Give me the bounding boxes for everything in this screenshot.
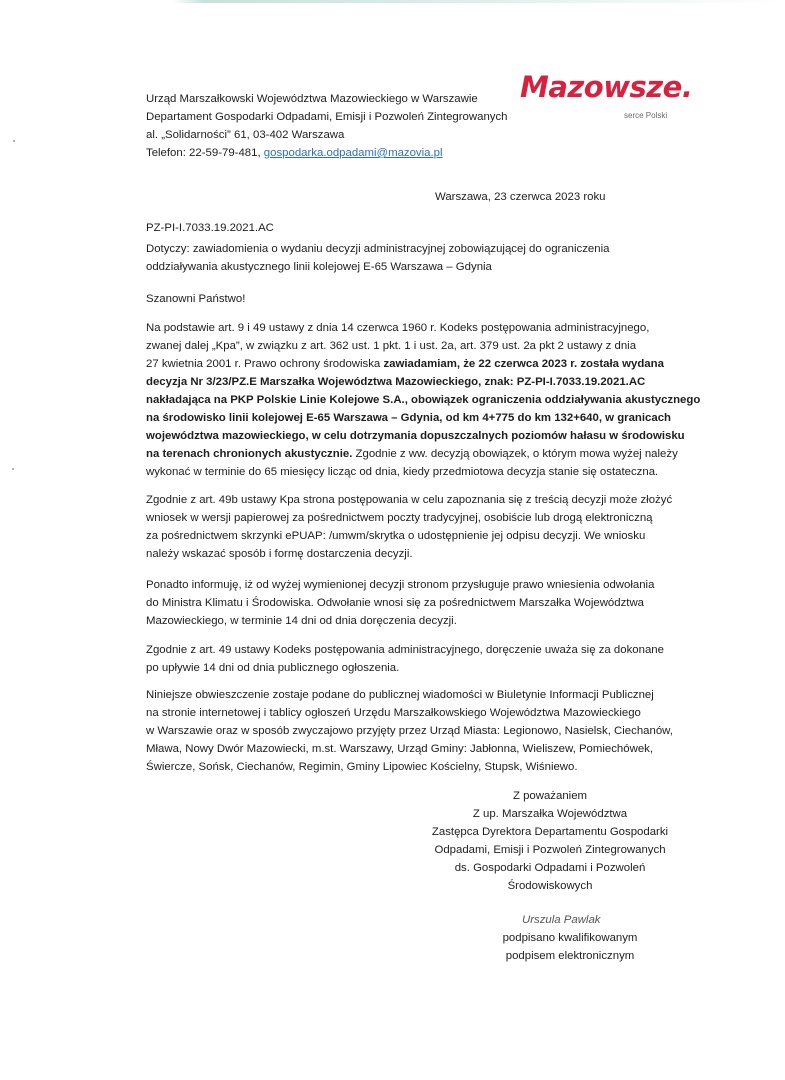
- closing-block: [420, 787, 680, 895]
- paragraph-line: w Warszawie oraz w sposób zwyczajowo przyjęty przez Urząd Miasta: Legionowo, Nasielsk, Ciechanów,: [146, 725, 673, 737]
- sender-address: [146, 90, 536, 162]
- paragraph-publication: [146, 686, 691, 776]
- paragraph-line: nakładająca na PKP Polskie Linie Kolejowe S.A., obowiązek ograniczenia oddziaływania akustycznego: [146, 394, 701, 406]
- paragraph-access: [146, 491, 691, 563]
- paragraph-appeal: [146, 576, 691, 630]
- sender-department: Departament Gospodarki Odpadami, Emisji i Pozwoleń Zintegrowanych: [146, 111, 508, 123]
- paragraph-line: Zgodnie z art. 49 ustawy Kodeks postępowania administracyjnego, doręczenie uważa się za dokonane: [146, 644, 664, 656]
- closing-line: Odpadami, Emisji i Pozwoleń Zintegrowanych: [434, 844, 666, 856]
- mazowsze-logo: [520, 70, 693, 128]
- paragraph-line: wniosek w wersji papierowej za pośrednictwem poczty tradycyjnej, osobiście lub drogą elektroniczną: [146, 512, 653, 524]
- paragraph-line: Mazowieckiego, w terminie 14 dni od dnia doręczenia decyzji.: [146, 615, 457, 627]
- subject-line: oddziaływania akustycznego linii kolejowej E-65 Warszawa – Gdynia: [146, 261, 492, 273]
- paragraph-line: Zgodnie z art. 49b ustawy Kpa strona postępowania w celu zapoznania się z treścią decyzji może złożyć: [146, 494, 673, 506]
- paragraph-line: po upływie 14 dni od dnia publicznego ogłoszenia.: [146, 662, 400, 674]
- paragraph-line: Na podstawie art. 9 i 49 ustawy z dnia 14 czerwca 1960 r. Kodeks postępowania administracyjnego,: [146, 322, 650, 334]
- signature-note: [440, 929, 700, 965]
- scan-speck: [13, 140, 15, 142]
- sender-office: Urząd Marszałkowski Województwa Mazowieckiego w Warszawie: [146, 93, 478, 105]
- case-reference: PZ-PI-I.7033.19.2021.AC: [146, 222, 274, 234]
- sender-phone: Telefon: 22-59-79-481,: [146, 147, 264, 159]
- paragraph-line: zwanej dalej „Kpa”, w związku z art. 362 ust. 1 pkt. 1 i ust. 2a, art. 379 ust. 2a pkt 2 ustawy z dnia: [146, 340, 637, 352]
- closing-line: Środowiskowych: [507, 880, 593, 892]
- sender-email-link[interactable]: gospodarka.odpadami@mazovia.pl: [263, 147, 443, 159]
- closing-line: Z up. Marszałka Województwa: [472, 808, 628, 820]
- paragraph-line: województwa mazowieckiego, w celu dotrzymania dopuszczalnych poziomów hałasu w środowisku: [146, 430, 685, 442]
- subject: [146, 240, 681, 276]
- paragraph-line: na stronie internetowej i tablicy ogłoszeń Urzędu Marszałkowskiego Województwa Mazowieckiego: [146, 707, 641, 719]
- scan-edge: [0, 0, 785, 3]
- letter-date: Warszawa, 23 czerwca 2023 roku: [435, 191, 606, 203]
- sender-contact: [146, 144, 536, 162]
- paragraph-decision: [146, 319, 701, 481]
- paragraph-delivery: [146, 641, 691, 677]
- paragraph-line: Niniejsze obwieszczenie zostaje podane do publicznej wiadomości w Biuletynie Informacji Publicznej: [146, 689, 654, 701]
- paragraph-line: za pośrednictwem skrzynki ePUAP: /umwm/skrytka o udostępnienie jej odpisu decyzji. We wniosku: [146, 530, 646, 542]
- greeting: Szanowni Państwo!: [146, 293, 246, 305]
- paragraph-line: na terenach chronionych akustycznie. Zgodnie z ww. decyzją obowiązek, o którym mowa wyżej należy: [146, 448, 678, 460]
- paragraph-line: Świercze, Sońsk, Ciechanów, Regimin, Gminy Lipowiec Kościelny, Stupsk, Wiśniewo.: [146, 761, 578, 773]
- signer-name: Urszula Pawlak: [522, 914, 601, 926]
- paragraph-line: decyzja Nr 3/23/PZ.E Marszałka Województwa Mazowieckiego, znak: PZ-PI-I.7033.19.2021.AC: [146, 376, 646, 388]
- closing-line: Z poważaniem: [512, 790, 588, 802]
- signature-line: podpisem elektronicznym: [505, 950, 635, 962]
- closing-line: ds. Gospodarki Odpadami i Pozwoleń: [454, 862, 646, 874]
- subject-line: Dotyczy: zawiadomienia o wydaniu decyzji administracyjnej zobowiązującej do ograniczenia: [146, 243, 610, 255]
- paragraph-line: 27 kwietnia 2001 r. Prawo ochrony środowiska zawiadamiam, że 22 czerwca 2023 r. została wydana: [146, 358, 664, 370]
- logo-wordmark: Mazowsze.: [520, 70, 693, 104]
- paragraph-line: na środowisko linii kolejowej E-65 Warszawa – Gdynia, od km 4+775 do km 132+640, w granicach: [146, 412, 672, 424]
- paragraph-line: do Ministra Klimatu i Środowiska. Odwołanie wnosi się za pośrednictwem Marszałka Województwa: [146, 597, 645, 609]
- paragraph-line: Ponadto informuję, iż od wyżej wymienionej decyzji stronom przysługuje prawo wniesienia odwołania: [146, 579, 655, 591]
- logo-tagline: serce Polski: [624, 111, 668, 120]
- paragraph-line: wykonać w terminie do 65 miesięcy licząc od dnia, kiedy przedmiotowa decyzja stanie się ostateczna.: [146, 466, 659, 478]
- paragraph-line: Mława, Nowy Dwór Mazowiecki, m.st. Warszawy, Urząd Gminy: Jabłonna, Wieliszew, Pomiechówek,: [146, 743, 654, 755]
- sender-street: al. „Solidarności” 61, 03-402 Warszawa: [146, 129, 345, 141]
- signature-line: podpisano kwalifikowanym: [502, 932, 638, 944]
- closing-line: Zastępca Dyrektora Departamentu Gospodarki: [431, 826, 669, 838]
- scan-speck: [12, 468, 14, 470]
- paragraph-line: należy wskazać sposób i formę dostarczenia decyzji.: [146, 548, 413, 560]
